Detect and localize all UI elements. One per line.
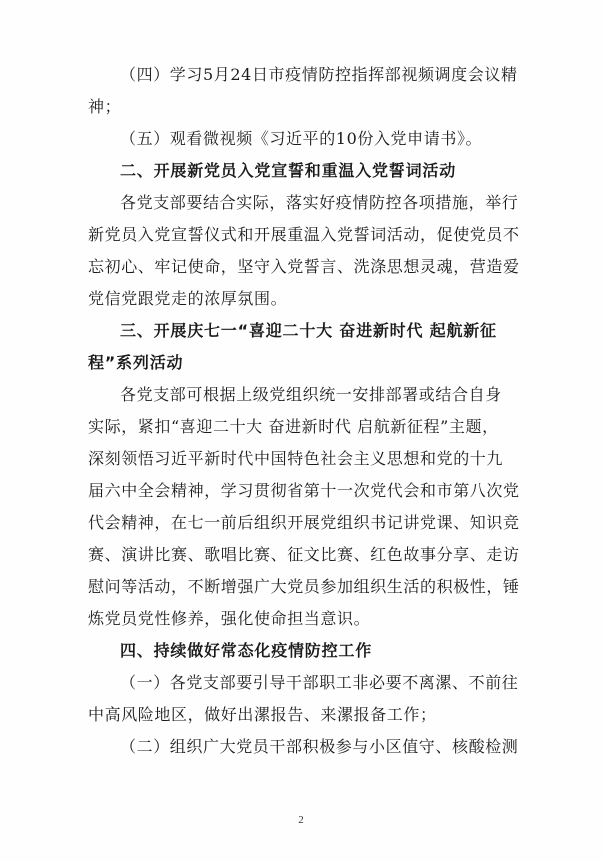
body-line-6: 新党员入党宣誓仪式和开展重温入党誓词活动，促使党员不	[88, 225, 520, 244]
body-line-22: （二）组织广大党员干部积极参与小区值守、核酸检测	[120, 737, 519, 756]
body-line-5: 各党支部要结合实际，落实好疫情防控各项措施，举行	[120, 193, 519, 212]
body-line-11: 各党支部可根据上级党组织统一安排部署或结合自身	[120, 385, 502, 404]
body-line-7: 忘初心、牢记使命，坚守入党誓言、洗涤思想灵魂，营造爱	[88, 257, 520, 276]
body-line-18: 炼党员党性修养，强化使命担当意识。	[88, 609, 371, 628]
body-line-16: 赛、演讲比赛、歌唱比赛、征文比赛、红色故事分享、走访	[88, 545, 520, 564]
body-line-21: 中高风险地区，做好出漯报告、来漯报备工作；	[88, 705, 437, 724]
section-heading-4: 四、持续做好常态化疫情防控工作	[120, 641, 373, 660]
section-heading-3-cont: 程”系列活动	[88, 353, 184, 372]
section-heading-3: 三、开展庆七一“喜迎二十大 奋进新时代 起航新征	[120, 321, 497, 340]
body-line-3: （五）观看微视频《习近平的10份入党申请书》。	[120, 129, 483, 148]
body-line-15: 代会精神，在七一前后组织开展党组织书记讲党课、知识竞	[88, 513, 520, 532]
page-number: 2	[298, 814, 304, 826]
body-line-17: 慰问等活动，不断增强广大党员参加组织生活的积极性，锤	[88, 577, 520, 596]
body-line-14: 届六中全会精神，学习贯彻省第十一次党代会和市第八次党	[88, 481, 520, 500]
body-line-1: （四）学习5月24日市疫情防控指挥部视频调度会议精	[120, 65, 518, 84]
body-line-20: （一）各党支部要引导干部职工非必要不离漯、不前往	[120, 673, 519, 692]
body-line-12: 实际，紧扣“喜迎二十大 奋进新时代 启航新征程”主题，	[88, 417, 499, 436]
body-line-2: 神；	[88, 97, 122, 116]
body-line-13: 深刻领悟习近平新时代中国特色社会主义思想和党的十九	[88, 449, 504, 468]
body-line-8: 党信党跟党走的浓厚氛围。	[88, 289, 288, 308]
section-heading-2: 二、开展新党员入党宣誓和重温入党誓词活动	[120, 161, 457, 180]
